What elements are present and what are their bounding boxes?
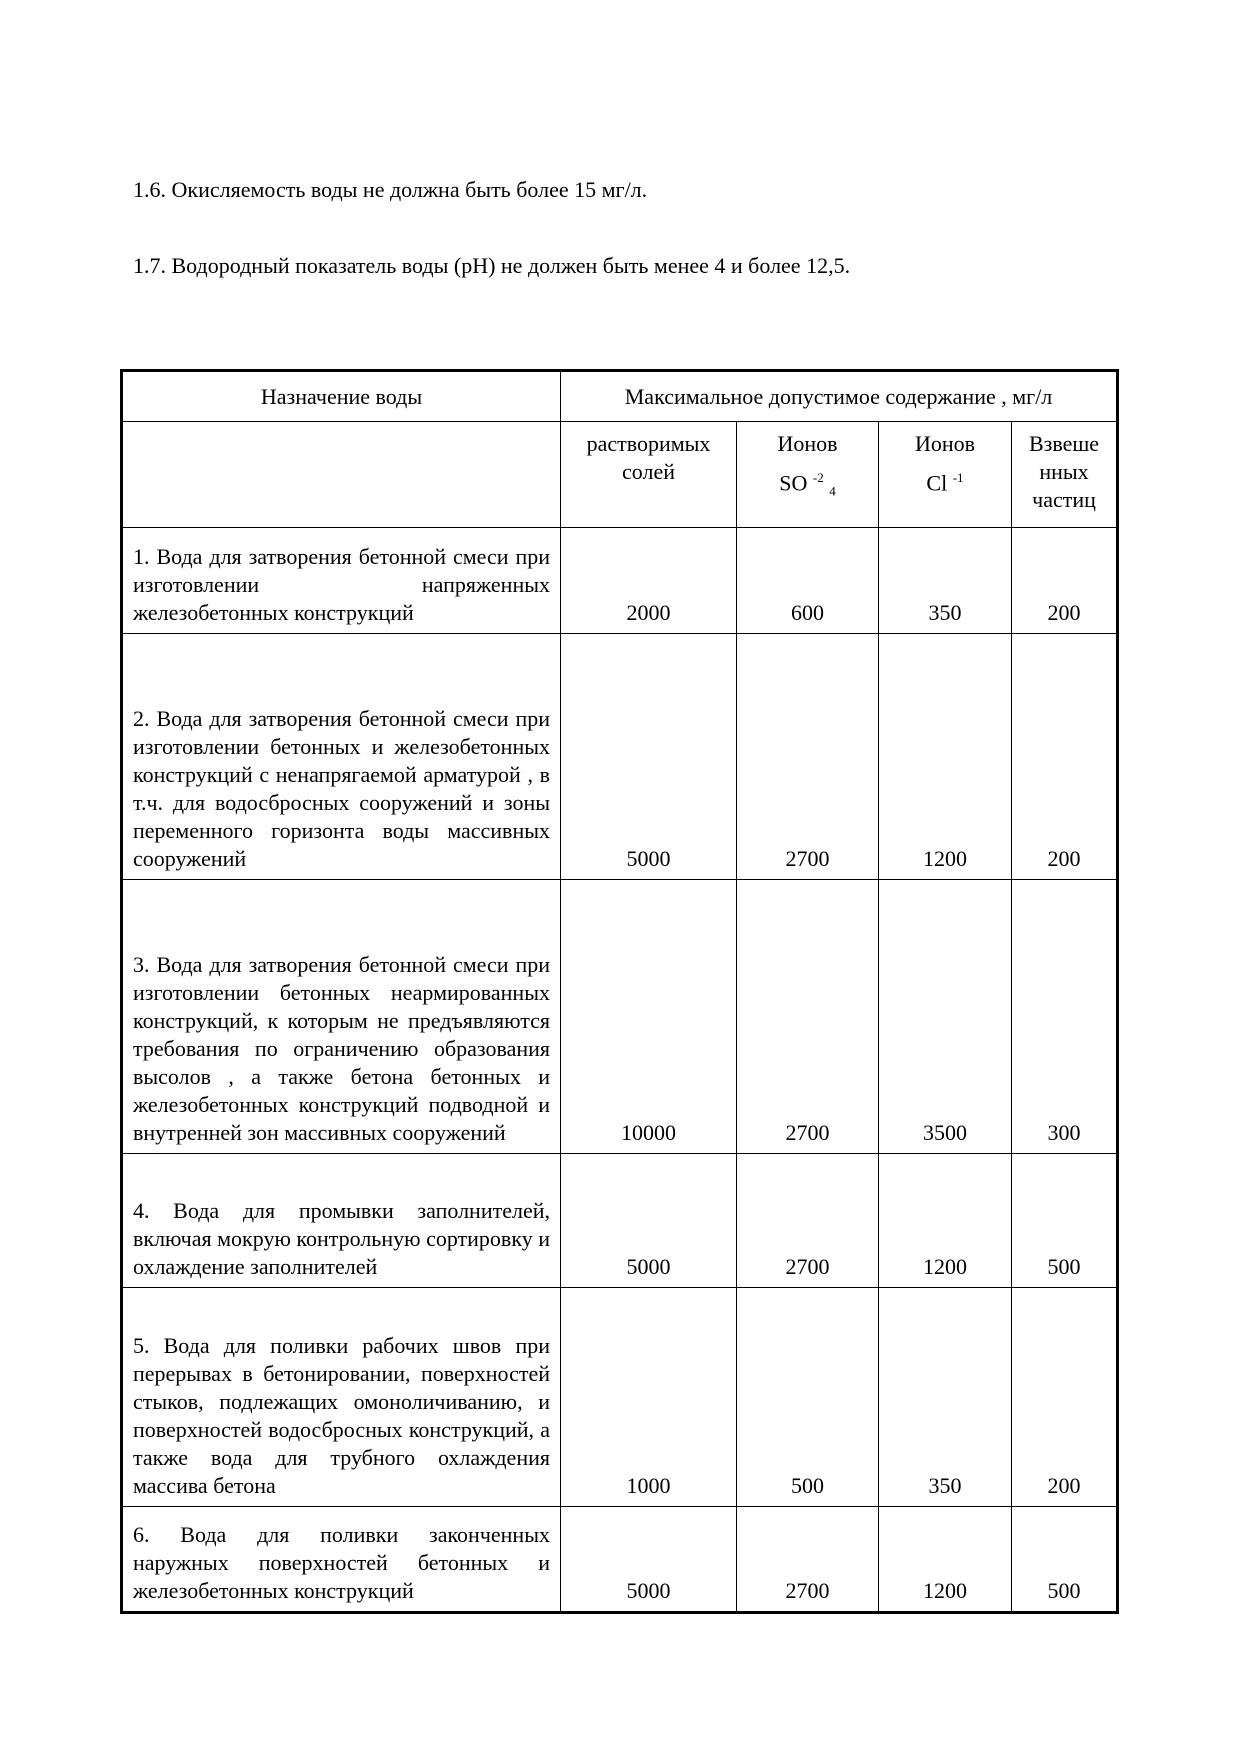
table-row [122, 880, 1118, 1154]
row-suspended: 200 [1012, 634, 1118, 880]
header-empty [122, 422, 561, 528]
header-salts: растворимых солей [561, 422, 737, 528]
row-suspended: 200 [1012, 528, 1118, 634]
table-row [122, 1288, 1118, 1507]
row-purpose: 4. Вода для промывки заполнителей, включая мокрую контрольную сортировку и охлаждение заполнителей [122, 1154, 561, 1288]
row-suspended: 300 [1012, 880, 1118, 1154]
table-row [122, 1154, 1118, 1288]
row-purpose: 3. Вода для затворения бетонной смеси при изготовлении бетонных неармированных конструкций, к которым не предъявляются требования по ограничению образования высолов , а также бетона бетонных и железобетонных конструкций подводной и внутренней зон массивных сооружений [122, 880, 561, 1154]
row-cl: 350 [879, 528, 1012, 634]
paragraph-1-6: 1.6. Окисляемость воды не должна быть более 15 мг/л. [133, 177, 648, 202]
header-max-content: Максимальное допустимое содержание , мг/л [561, 371, 1118, 422]
row-so4: 2700 [737, 880, 879, 1154]
row-salts: 1000 [561, 1288, 737, 1507]
row-so4: 600 [737, 528, 879, 634]
row-suspended: 500 [1012, 1154, 1118, 1288]
header-suspended: Взвеше нных частиц [1012, 422, 1118, 528]
header-cl [879, 422, 1012, 528]
cl-label: Ионов [914, 431, 976, 456]
row-so4: 2700 [737, 1507, 879, 1613]
row-cl: 1200 [879, 1507, 1012, 1613]
row-suspended: 200 [1012, 1288, 1118, 1507]
row-purpose: 6. Вода для поливки законченных наружных поверхностей бетонных и железобетонных конструкций [122, 1507, 561, 1613]
row-purpose: 5. Вода для поливки рабочих швов при перерывах в бетонировании, поверхностей стыков, подлежащих омоноличиванию, и поверхностей водосбросных конструкций, а также вода для трубного охлаждения массива бетона [122, 1288, 561, 1507]
row-salts: 2000 [561, 528, 737, 634]
row-so4: 500 [737, 1288, 879, 1507]
table-row [122, 1507, 1118, 1613]
row-salts: 5000 [561, 1507, 737, 1613]
table-row [122, 528, 1118, 634]
row-cl: 1200 [879, 634, 1012, 880]
so4-label: Ионов [777, 431, 838, 456]
paragraph-1-7: 1.7. Водородный показатель воды (pH) не должен быть менее 4 и более 12,5. [133, 253, 851, 278]
row-cl: 3500 [879, 880, 1012, 1154]
row-salts: 5000 [561, 1154, 737, 1288]
so4-formula: SO $^{-2}$ $_4$ [779, 470, 836, 499]
cl-formula: Cl $^{-1}$ [926, 470, 964, 496]
water-requirements-table [120, 369, 1119, 1614]
row-so4: 2700 [737, 1154, 879, 1288]
row-cl: 1200 [879, 1154, 1012, 1288]
row-salts: 10000 [561, 880, 737, 1154]
row-cl: 350 [879, 1288, 1012, 1507]
table-row [122, 634, 1118, 880]
row-salts: 5000 [561, 634, 737, 880]
header-purpose: Назначение воды [122, 371, 561, 422]
row-purpose: 1. Вода для затворения бетонной смеси при изготовлении напряженных железобетонных конструкций [122, 528, 561, 634]
header-so4 [737, 422, 879, 528]
row-purpose: 2. Вода для затворения бетонной смеси при изготовлении бетонных и железобетонных конструкций с ненапрягаемой арматурой , в т.ч. для водосбросных сооружений и зоны переменного горизонта воды массивных сооружений [122, 634, 561, 880]
row-suspended: 500 [1012, 1507, 1118, 1613]
row-so4: 2700 [737, 634, 879, 880]
